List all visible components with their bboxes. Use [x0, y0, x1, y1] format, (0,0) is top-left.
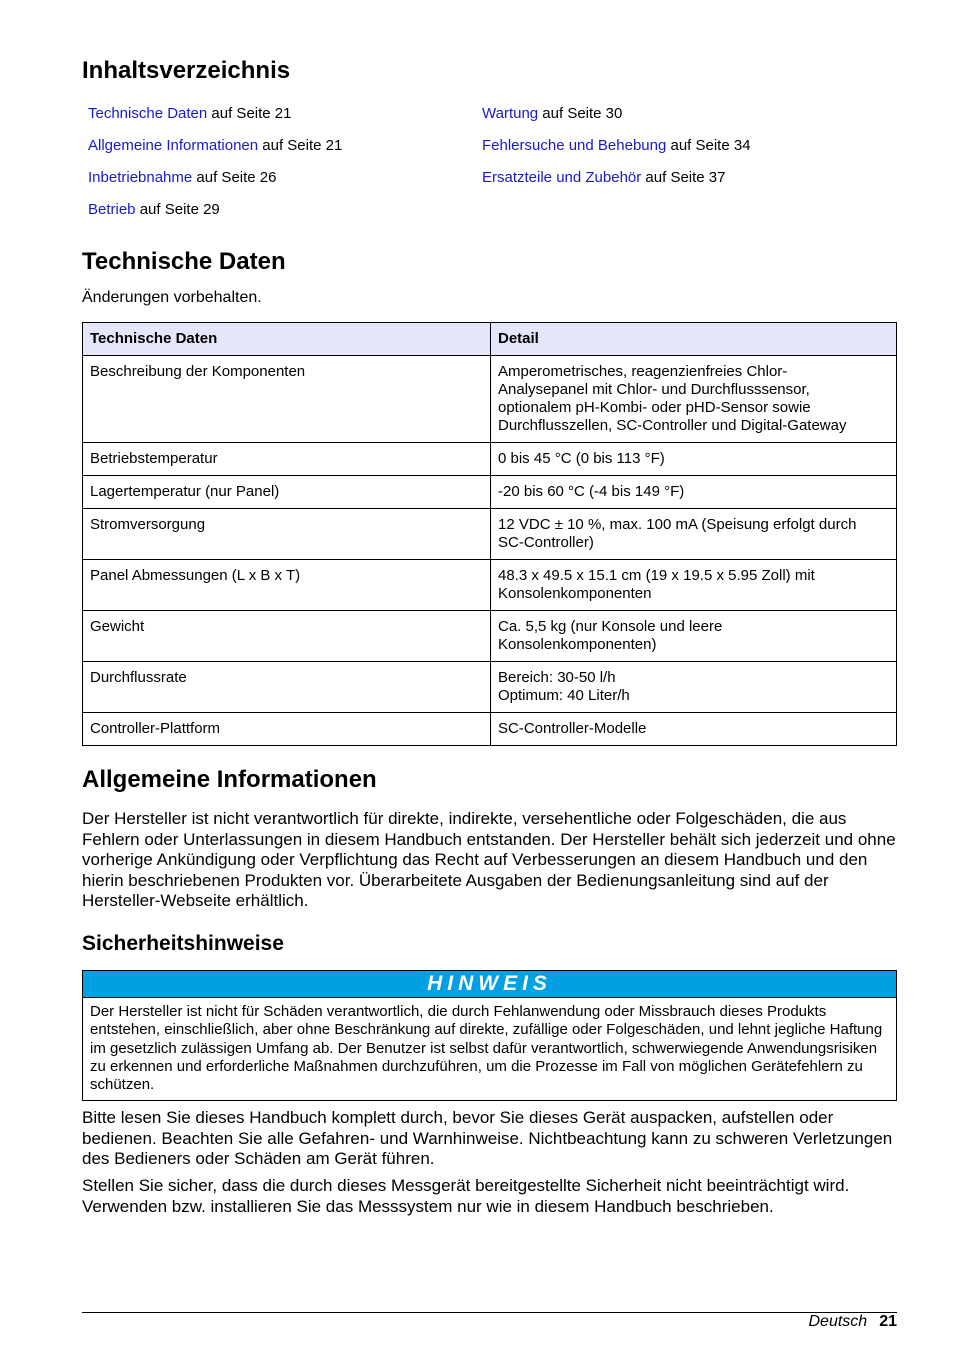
spec-detail: [491, 662, 897, 713]
notice-text: Der Hersteller ist nicht für Schäden verantwortlich, die durch Fehlanwendung oder Missbrauch dieses Produkts entstehen, einschließlich, aber ohne Beschränkung auf direkte, zufällige oder Folgeschäden, und lehnt jegliche Haftung im gesetzlich zulässigen Umfang ab. Der Benutzer ist selbst dafür verantwortlich, schwerwiegende Anwendungsrisiken zu erkennen und erforderliche Maßnahmen durchzuführen, um die Prozesse im Fall von möglichen Gerätefehlern zu schützen.: [90, 1003, 883, 1094]
footer-divider: [82, 1312, 897, 1313]
detail-line: Optimum: 40 Liter/h: [498, 687, 630, 704]
column-header-spec: Technische Daten: [83, 323, 491, 356]
spec-detail: [491, 713, 897, 746]
table-row: [83, 662, 897, 713]
notice-label: HINWEIS: [83, 971, 896, 998]
detail-line: Amperometrisches, reagenzienfreies Chlor-: [498, 363, 788, 380]
detail-line: 0 bis 45 °C (0 bis 113 °F): [498, 450, 665, 467]
detail-line: Durchflusszellen, SC-Controller und Digital-Gateway: [498, 417, 847, 434]
spec-detail: [491, 476, 897, 509]
footer-language: Deutsch: [808, 1313, 868, 1330]
toc-page-ref: auf Seite 30: [538, 105, 623, 122]
toc-page-ref: auf Seite 34: [666, 137, 751, 154]
toc-column-left: [88, 104, 342, 232]
toc-page-ref: auf Seite 37: [641, 169, 726, 186]
detail-line: optionalem pH-Kombi- oder pHD-Sensor sowie: [498, 399, 811, 416]
table-row: [83, 356, 897, 443]
toc-link-technische-daten[interactable]: Technische Daten: [88, 105, 208, 122]
spec-table: [82, 322, 897, 746]
notice-box: [82, 970, 897, 1101]
detail-line: 48.3 x 49.5 x 15.1 cm (19 x 19.5 x 5.95 Zoll) mit: [498, 567, 815, 584]
toc-item: [88, 136, 342, 168]
toc-item: [88, 104, 342, 136]
page-number: 21: [879, 1313, 897, 1330]
liability-paragraph: Der Hersteller ist nicht verantwortlich für direkte, indirekte, versehentliche oder Folgeschäden, die aus Fehlern oder Unterlassungen in diesem Handbuch entstanden. Der Hersteller behält sich jederzeit und ohne vorherige Ankündigung oder Verpflichtung das Recht auf Verbesserungen an diesem Handbuch und den hierin beschriebenen Produkten vor. Überarbeitete Ausgaben der Bedienungsanleitung sind auf der Hersteller-Webseite erhältlich.: [82, 809, 896, 910]
table-row: [83, 713, 897, 746]
read-manual-paragraph: Bitte lesen Sie dieses Handbuch komplett durch, bevor Sie dieses Gerät auspacken, aufstellen oder bedienen. Beachten Sie alle Gefahren- und Warnhinweise. Nichtbeachtung kann zu schweren Verletzungen des Bedieners oder Schäden am Gerät führen.: [82, 1108, 893, 1168]
toc-link-fehlersuche[interactable]: Fehlersuche und Behebung: [482, 137, 667, 154]
sicherheitshinweise-heading: Sicherheitshinweise: [82, 932, 284, 955]
toc-item: [482, 136, 751, 168]
detail-line: Analysepanel mit Chlor- und Durchflusssensor,: [498, 381, 810, 398]
detail-line: Bereich: 30-50 l/h: [498, 669, 616, 686]
detail-line: SC-Controller-Modelle: [498, 720, 647, 737]
table-row: [83, 443, 897, 476]
spec-detail: [491, 509, 897, 560]
spec-detail: [491, 611, 897, 662]
table-row: [83, 509, 897, 560]
toc-item: [88, 168, 342, 200]
toc-page-ref: auf Seite 26: [192, 169, 277, 186]
spec-label: Lagertemperatur (nur Panel): [83, 476, 491, 509]
detail-line: Ca. 5,5 kg (nur Konsole und leere: [498, 618, 723, 635]
toc-item: [482, 104, 751, 136]
toc-item: [482, 168, 751, 200]
spec-label: Beschreibung der Komponenten: [83, 356, 491, 443]
spec-label: Panel Abmessungen (L x B x T): [83, 560, 491, 611]
change-note: Änderungen vorbehalten.: [82, 289, 262, 306]
detail-line: Konsolenkomponenten): [498, 636, 657, 653]
detail-line: SC-Controller): [498, 534, 594, 551]
detail-line: -20 bis 60 °C (-4 bis 149 °F): [498, 483, 685, 500]
safety-paragraph: Stellen Sie sicher, dass die durch dieses Messgerät bereitgestellte Sicherheit nicht beeinträchtigt wird. Verwenden bzw. installieren Sie das Messsystem nur wie in diesem Handbuch beschrieben.: [82, 1176, 850, 1216]
page-footer: [809, 1312, 898, 1332]
spec-label: Durchflussrate: [83, 662, 491, 713]
spec-label: Stromversorgung: [83, 509, 491, 560]
toc-link-allgemeine-informationen[interactable]: Allgemeine Informationen: [88, 137, 259, 154]
detail-line: 12 VDC ± 10 %, max. 100 mA (Speisung erfolgt durch: [498, 516, 857, 533]
toc-link-inbetriebnahme[interactable]: Inbetriebnahme: [88, 169, 193, 186]
toc-page-ref: auf Seite 21: [207, 105, 292, 122]
toc-column-right: [482, 104, 751, 200]
table-header-row: [83, 323, 897, 356]
spec-label: Controller-Plattform: [83, 713, 491, 746]
table-row: [83, 476, 897, 509]
toc-page-ref: auf Seite 29: [135, 201, 220, 218]
toc-item: [88, 200, 342, 232]
spec-detail: [491, 560, 897, 611]
spec-label: Gewicht: [83, 611, 491, 662]
toc-link-betrieb[interactable]: Betrieb: [88, 201, 136, 218]
table-row: [83, 560, 897, 611]
toc-link-ersatzteile[interactable]: Ersatzteile und Zubehör: [482, 169, 642, 186]
technische-daten-heading: Technische Daten: [82, 248, 286, 275]
toc-link-wartung[interactable]: Wartung: [482, 105, 539, 122]
spec-detail: [491, 443, 897, 476]
table-row: [83, 611, 897, 662]
column-header-detail: Detail: [491, 323, 897, 356]
toc-page-ref: auf Seite 21: [258, 137, 343, 154]
allgemeine-informationen-heading: Allgemeine Informationen: [82, 766, 377, 793]
toc-heading: Inhaltsverzeichnis: [82, 57, 291, 84]
spec-detail: [491, 356, 897, 443]
detail-line: Konsolenkomponenten: [498, 585, 652, 602]
spec-label: Betriebstemperatur: [83, 443, 491, 476]
